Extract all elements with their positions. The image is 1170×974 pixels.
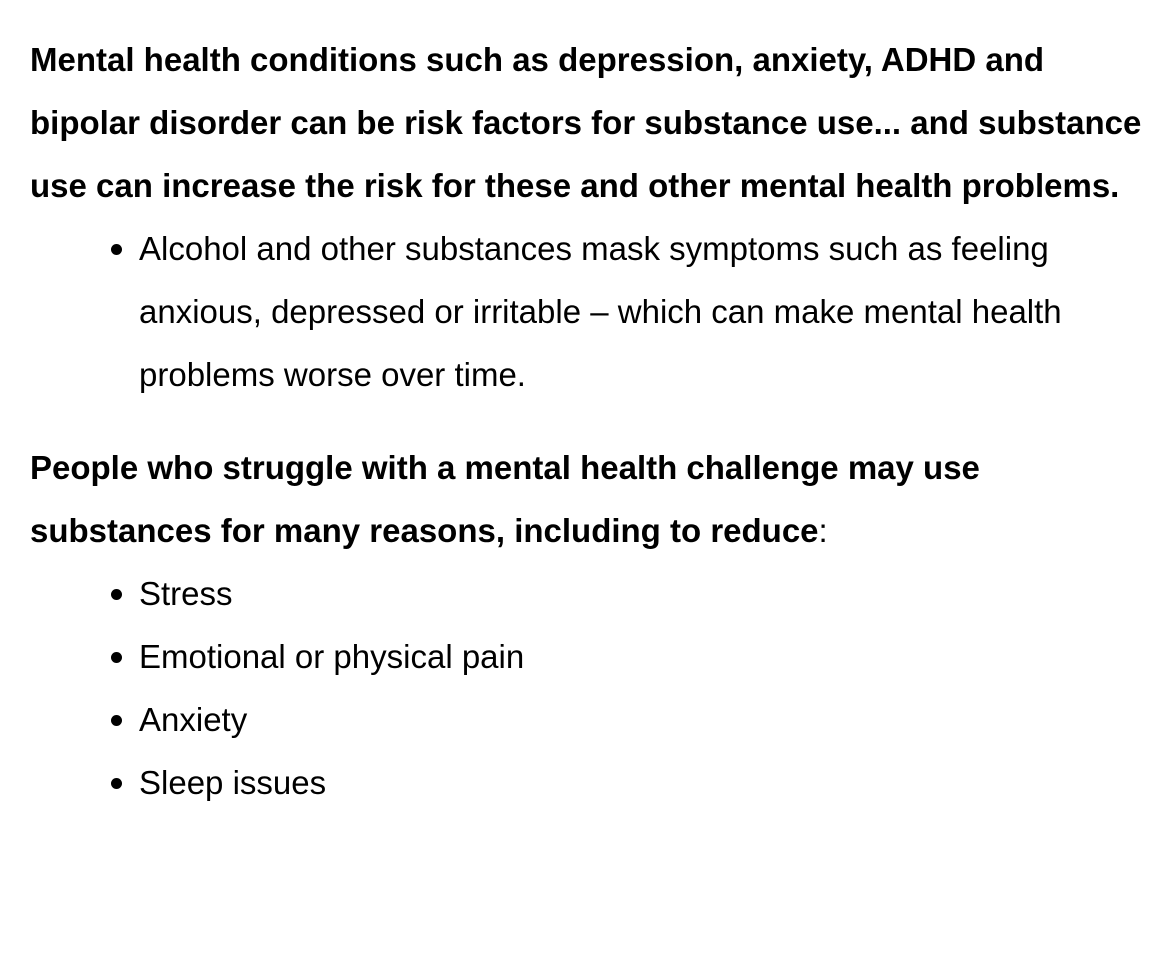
- list-item-text: Sleep issues: [139, 764, 327, 801]
- bullet-icon: [111, 244, 122, 255]
- reasons-paragraph-colon: :: [818, 512, 828, 549]
- list-item: [30, 217, 1160, 406]
- bullet-icon: [111, 715, 122, 726]
- list-item-text: Anxiety: [139, 701, 248, 738]
- list-item: [30, 625, 1160, 688]
- list-item: [30, 562, 1160, 625]
- reasons-paragraph-bold: People who struggle with a mental health challenge may use substances for many reasons, including to reduce: [30, 449, 980, 549]
- bullet-icon: [111, 652, 122, 663]
- list-item: [30, 751, 1160, 814]
- reasons-paragraph: [30, 436, 1160, 562]
- bullet-icon: [111, 778, 122, 789]
- intro-paragraph: Mental health conditions such as depression, anxiety, ADHD and bipolar disorder can be risk factors for substance use... and substance use can increase the risk for these and other mental health problems.: [30, 41, 1142, 204]
- list-item-text: Stress: [139, 575, 233, 612]
- list-item-text: Alcohol and other substances mask symptoms such as feeling anxious, depressed or irritable – which can make mental health problems worse over time.: [139, 230, 1062, 393]
- mask-symptoms-list: [30, 217, 1160, 406]
- list-item: [30, 688, 1160, 751]
- bullet-icon: [111, 589, 122, 600]
- reasons-list: [30, 562, 1160, 814]
- list-item-text: Emotional or physical pain: [139, 638, 525, 675]
